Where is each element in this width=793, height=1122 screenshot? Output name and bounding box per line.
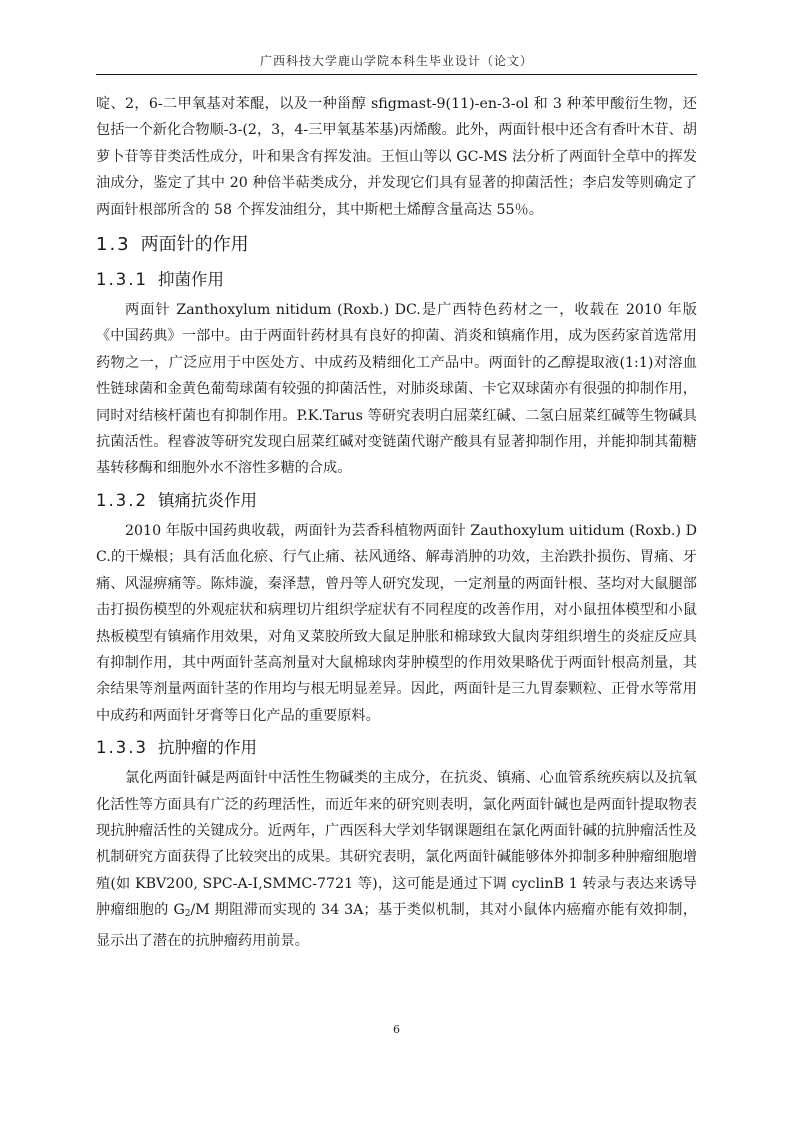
section-heading-1-3 xyxy=(96,229,697,261)
antitumor-text-part2: /M 期阻滞而实现的 34 3A；基于类似机制，其对小鼠体内癌瘤亦能有效抑制，显示出了潜在的抗肿瘤药用前景。 xyxy=(96,902,698,949)
section-number: 1.3 xyxy=(96,234,131,256)
page-number: 6 xyxy=(393,1023,400,1036)
antibacterial-paragraph: 两面针 Zanthoxylum nitidum (Roxb.) DC.是广西特色药材之一，收载在 2010 年版《中国药典》一部中。由于两面针药材具有良好的抑菌、消炎和镇痛作用，成为医药家首选常用药物之一，广泛应用于中医处方、中成药及精细化工产品中。两面针的乙醇提取液(1:1)对溶血性链球菌和金黄色葡萄球菌有较强的抑菌活性，对肺炎球菌、卡它双球菌亦有很强的抑制作用，同时对结核杆菌也有抑制作用。P.K.Tarus 等研究表明白屈菜红碱、二氢白屈菜红碱等生物碱具抗菌活性。程睿波等研究发现白屈菜红碱对变链菌代谢产酸具有显著抑制作用，并能抑制其葡糖基转移酶和细胞外水不溶性多糖的合成。 xyxy=(96,302,697,477)
subsection-number: 1.3.2 xyxy=(96,490,148,510)
running-header: 广西科技大学鹿山学院本科生毕业设计（论文） xyxy=(259,54,533,68)
intro-paragraph: 啶、2，6-二甲氧基对苯醌，以及一种甾醇 sfigmast-9(11)-en-3-ol 和 3 种苯甲酸衍生物，还包括一个新化合物顺-3-(2，3，4-三甲氧基苯基)丙烯酸。此外，两面针根中还含有香叶木苷、胡萝卜苷等苷类活性成分，叶和果含有挥发油。王恒山等以 GC-MS 法分析了两面针全草中的挥发油成分，鉴定了其中 20 种倍半萜类成分，并发现它们具有显著的抑菌活性；李启发等则确定了两面针根部所含的 58 个挥发油组分，其中斯杷土烯醇含量高达 55％。 xyxy=(96,96,697,218)
subscript-2: 2 xyxy=(184,909,191,920)
subsection-title: 抗肿瘤的作用 xyxy=(157,738,257,758)
subsection-number: 1.3.1 xyxy=(96,270,148,290)
subsection-heading-1-3-2 xyxy=(96,486,697,516)
subsection-title: 镇痛抗炎作用 xyxy=(157,490,257,510)
antitumor-paragraph xyxy=(96,765,697,954)
section-title: 两面针的作用 xyxy=(140,234,249,256)
analgesic-paragraph: 2010 年版中国药典收载，两面针为芸香科植物两面针 Zauthoxylum uitidum (Roxb.) DC.的干燥根；具有活血化瘀、行气止痛、祛风通络、解毒消肿的功效，主治跌扑损伤、胃痛、牙痛、风湿痹痛等。陈炜漩，秦泽慧，曾丹等人研究发现，一定剂量的两面针根、茎均对大鼠腿部击打损伤模型的外观症状和病理切片组织学症状有不同程度的改善作用，对小鼠扭体模型和小鼠热板模型有镇痛作用效果，对角叉菜胶所致大鼠足肿胀和棉球致大鼠肉芽组织增生的炎症反应具有抑制作用，其中两面针茎高剂量对大鼠棉球肉芽肿模型的作用效果略优于两面针根高剂量，其余结果等剂量两面针茎的作用均与根无明显差异。因此，两面针是三九胃泰颗粒、正骨水等常用中成药和两面针牙膏等日化产品的重要原料。 xyxy=(96,522,697,724)
page-body xyxy=(96,91,697,954)
subsection-number: 1.3.3 xyxy=(96,738,148,758)
antitumor-text-part1: 氯化两面针碱是两面针中活性生物碱类的主成分，在抗炎、镇痛、心血管系统疾病以及抗氧化活性等方面具有广泛的药理活性，而近年来的研究则表明，氯化两面针碱也是两面针提取物表现抗肿瘤活性的关键成分。近两年，广西医科大学刘华钢课题组在氯化两面针碱的抗肿瘤活性及机制研究方面获得了比较突出的成果。其研究表明，氯化两面针碱能够体外抑制多种肿瘤细胞增殖(如 KBV200, SPC-A-I,SMMC-7721 等)，这可能是通过下调 cyclinB 1 转录与表达来诱导肿瘤细胞的 G xyxy=(96,770,697,919)
subsection-heading-1-3-1 xyxy=(96,265,697,295)
subsection-heading-1-3-3 xyxy=(96,733,697,763)
subsection-title: 抑菌作用 xyxy=(157,270,224,290)
header-divider xyxy=(96,74,697,75)
